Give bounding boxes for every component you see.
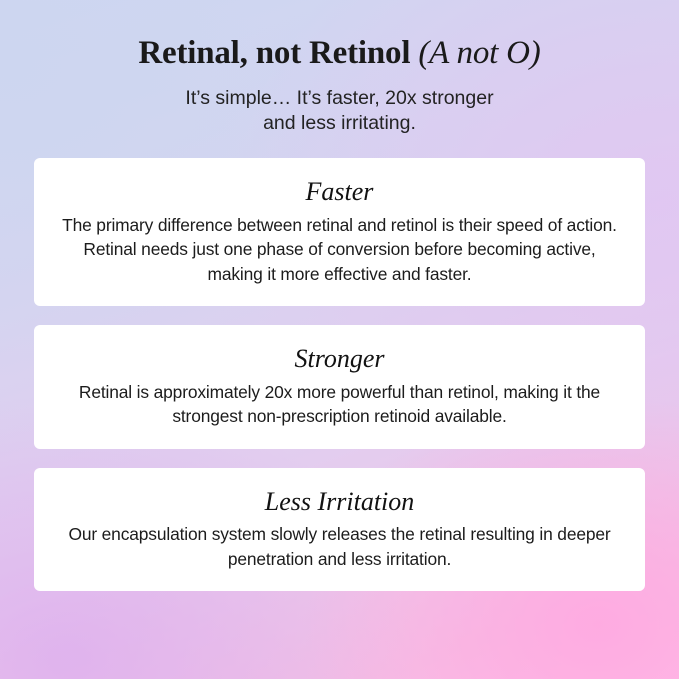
benefit-card-title: Stronger — [294, 344, 385, 374]
benefit-card-body: Retinal is approximately 20x more powerful than retinol, making it the strongest non-prescription retinoid available. — [78, 381, 601, 427]
benefit-card-title: Faster — [305, 177, 374, 207]
benefit-card-body: Our encapsulation system slowly releases the retinal resulting in deeper penetration and less irritation. — [68, 524, 611, 569]
benefit-card-faster — [34, 158, 645, 306]
page-title-main: Retinal, not Retinol — [138, 35, 419, 71]
page-title-parenthetical: (A not O) — [418, 35, 541, 71]
benefit-card-list — [34, 158, 645, 591]
benefit-card-less-irritation — [34, 468, 645, 592]
page-subtitle-line-1: It’s simple… It’s faster, 20x stronger — [185, 86, 494, 109]
benefit-card-body: The primary difference between retinal and retinol is their speed of action. Retinal needs just one phase of conversion before becoming active, making it more effective and faster. — [62, 214, 617, 284]
page-title — [34, 0, 645, 74]
page-subtitle-line-2: and less irritating. — [263, 112, 416, 135]
benefit-card-title: Less Irritation — [264, 486, 415, 516]
page-subtitle — [34, 86, 645, 137]
benefit-card-stronger — [34, 325, 645, 449]
